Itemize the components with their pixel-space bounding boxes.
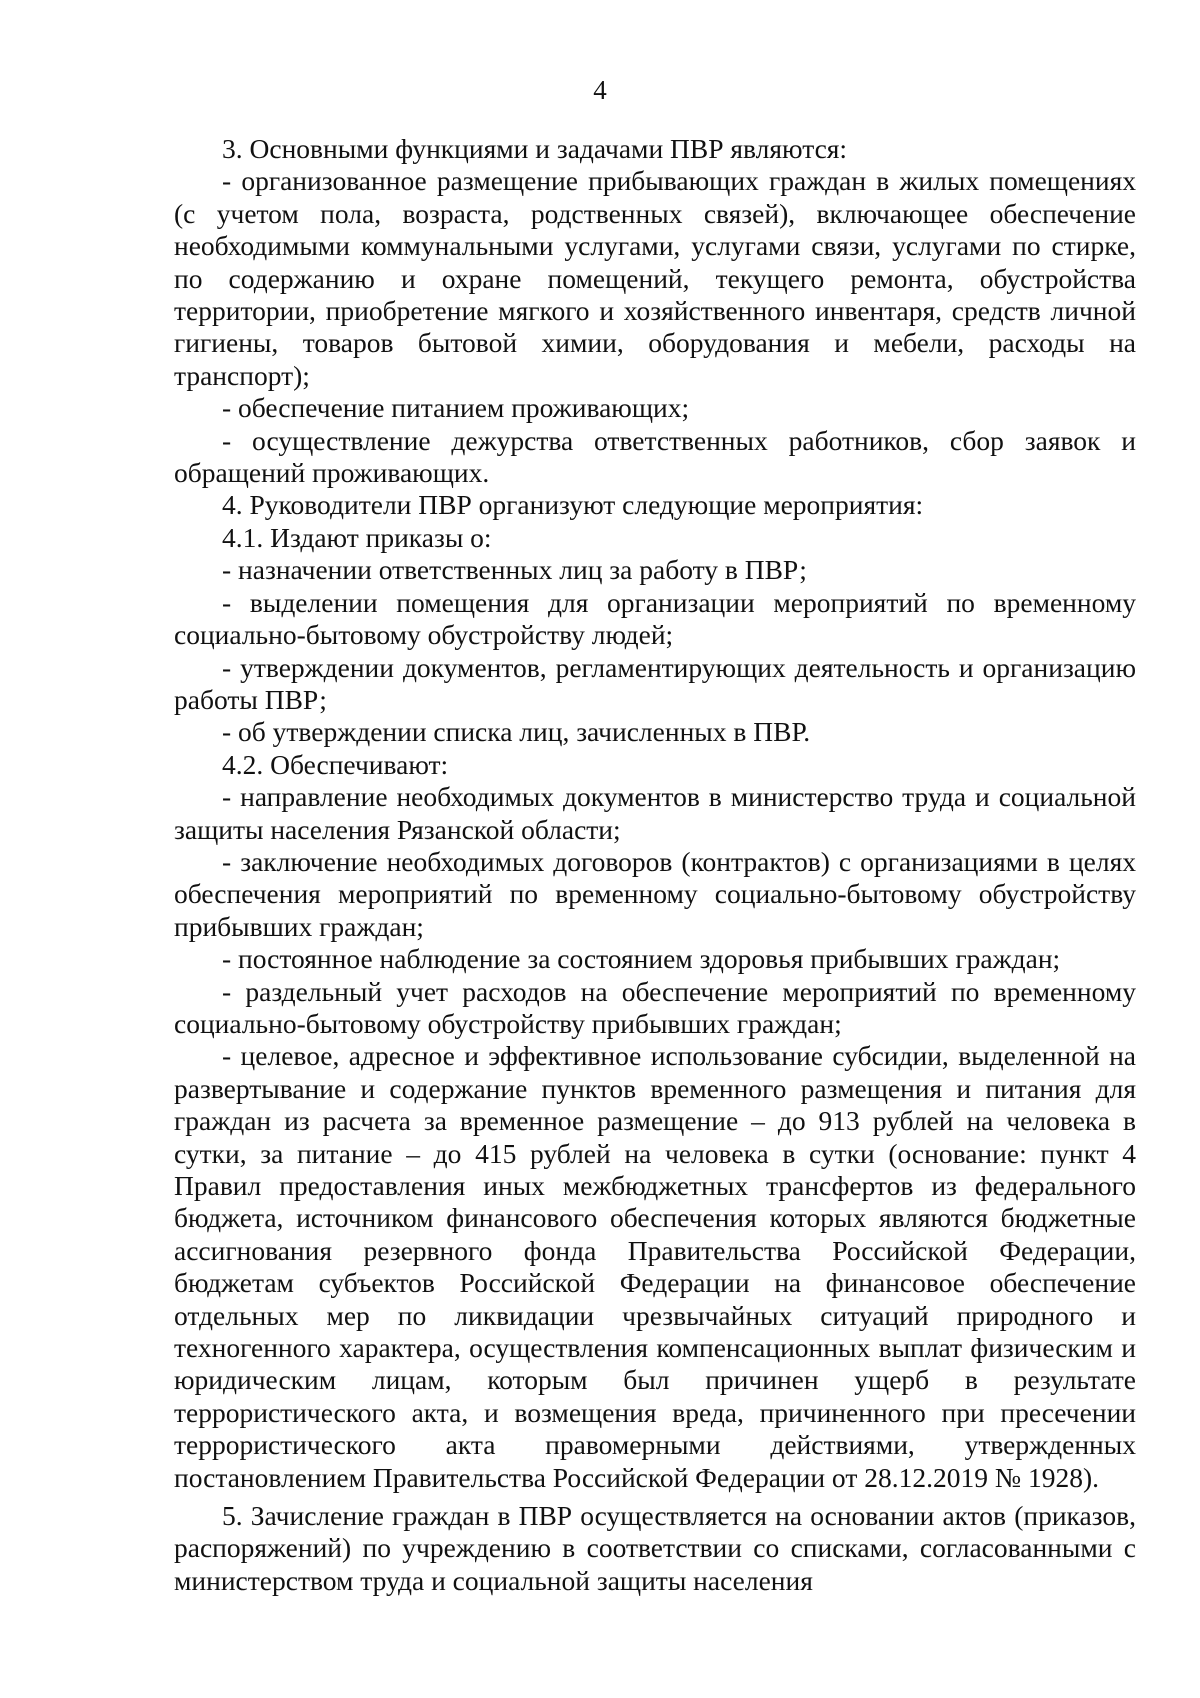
list-item-approve-list: - об утверждении списка лиц, зачисленных в ПВР. <box>222 716 811 748</box>
paragraph-4-2-heading: 4.2. Обеспечивают: <box>222 748 449 780</box>
list-item-expense-accounting: - раздельный учет расходов на обеспечение мероприятий по временному социально-бытовому обустройству прибывших граждан; <box>174 975 1136 1039</box>
page-number: 4 <box>593 75 607 105</box>
paragraph-3-heading: 3. Основными функциями и задачами ПВР являются: <box>222 133 848 164</box>
paragraph-4-1-heading: 4.1. Издают приказы о: <box>222 521 492 553</box>
list-item-subsidy-use: - целевое, адресное и эффективное использование субсидии, выделенной на развертывание и содержание пунктов временного размещения и питания для граждан из расчета за временное размещение – до 913 рублей на человека в сутки, за питание – до 415 рублей на человека в сутки (основание: пункт 4 Правил предоставления иных межбюджетных трансфертов из федерального бюджета, источником финансового обеспечения которых являются бюджетные ассигнования резервного фонда Правительства Российской Федерации, бюджетам субъектов Российской Федерации на финансовое обеспечение отдельных мер по ликвидации чрезвычайных ситуаций природного и техногенного характера, осуществления компенсационных выплат физическим и юридическим лицам, которым был причинен ущерб в результате террористического акта, и возмещения вреда, причиненного при пресечении террористического акта правомерными действиями, утвержденных постановлением Правительства Российской Федерации от 28.12.2019 № 1928). <box>174 1040 1136 1493</box>
list-item-premises-allocation: - выделении помещения для организации мероприятий по временному социально-бытовому обустройству людей; <box>174 586 1136 651</box>
document-body <box>174 133 1136 1597</box>
paragraph-5: 5. Зачисление граждан в ПВР осуществляется на основании актов (приказов, распоряжений) по учреждению в соответствии со списками, согласованными с министерством труда и социальной защиты населения <box>174 1500 1136 1596</box>
list-item-regulating-documents: - утверждении документов, регламентирующих деятельность и организацию работы ПВР; <box>174 651 1136 715</box>
list-item-accommodation: - организованное размещение прибывающих граждан в жилых помещениях (с учетом пола, возраста, родственных связей), включающее обеспечение необходимыми коммунальными услугами, услугами связи, услугами по стирке, по содержанию и охране помещений, текущего ремонта, обустройства территории, приобретение мягкого и хозяйственного инвентаря, средств личной гигиены, товаров бытовой химии, оборудования и мебели, расходы на транспорт); <box>174 165 1136 391</box>
list-item-health-monitoring: - постоянное наблюдение за состоянием здоровья прибывших граждан; <box>222 943 1061 975</box>
list-item-food-supply: - обеспечение питанием проживающих; <box>222 392 690 424</box>
paragraph-4-heading: 4. Руководители ПВР организуют следующие мероприятия: <box>222 489 924 521</box>
list-item-responsible-persons: - назначении ответственных лиц за работу в ПВР; <box>222 554 807 586</box>
list-item-contracts: - заключение необходимых договоров (контрактов) с организациями в целях обеспечения мероприятий по временному социально-бытовому обустройству прибывших граждан; <box>174 845 1136 942</box>
list-item-duty-staff: - осуществление дежурства ответственных работников, сбор заявок и обращений проживающих. <box>174 424 1136 489</box>
list-item-send-documents: - направление необходимых документов в министерство труда и социальной защиты населения Рязанской области; <box>174 781 1136 845</box>
